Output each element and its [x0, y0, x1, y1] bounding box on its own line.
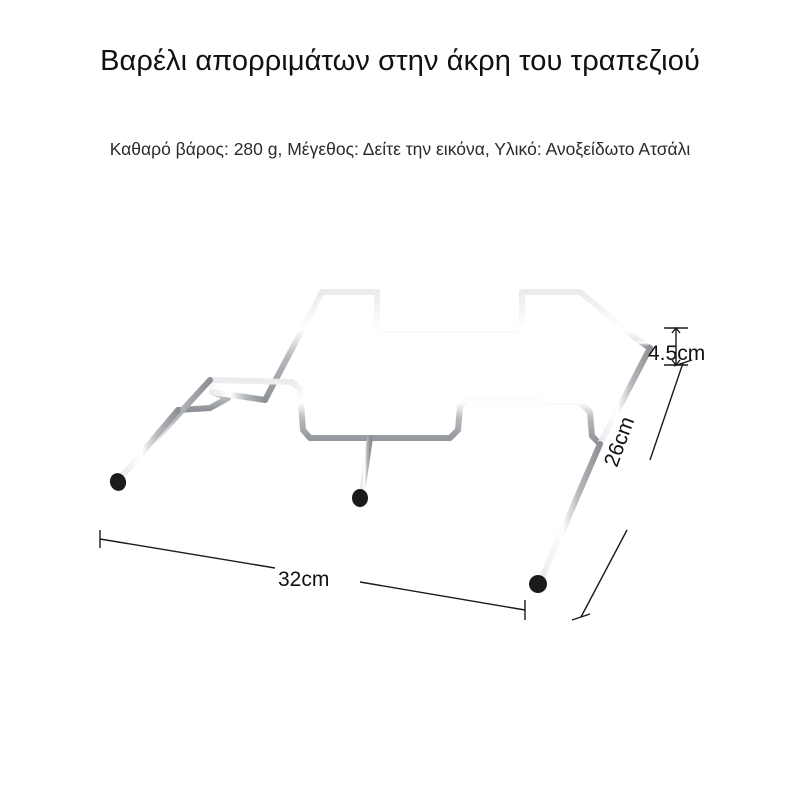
- dimension-label-height: 4.5cm: [648, 342, 706, 365]
- rack-center-foot: [362, 438, 370, 492]
- rack-side-right: [542, 348, 650, 578]
- page-title: Βαρέλι απορριμάτων στην άκρη του τραπεζιού: [100, 45, 700, 77]
- width-line-right: [360, 582, 525, 610]
- dimension-lines: [100, 328, 692, 620]
- depth-line-lower: [581, 530, 627, 617]
- width-line-left: [100, 539, 275, 568]
- product-illustration: [60, 230, 760, 690]
- wire-rack-drawing: [60, 230, 760, 690]
- product-specs-subtitle: Καθαρό βάρος: 280 g, Μέγεθος: Δείτε την εικόνα, Υλικό: Ανοξείδωτο Ατσάλι: [109, 139, 691, 159]
- rack-front-rail: [178, 380, 600, 444]
- depth-line-upper: [650, 363, 683, 460]
- dimension-label-width: 32cm: [278, 568, 330, 591]
- foot-cap-center: [352, 489, 368, 507]
- rack-top-frame: [265, 292, 650, 400]
- dimension-label-depth: 26cm: [600, 413, 640, 470]
- rack-side-left: [120, 380, 265, 478]
- foot-cap-right: [529, 575, 547, 593]
